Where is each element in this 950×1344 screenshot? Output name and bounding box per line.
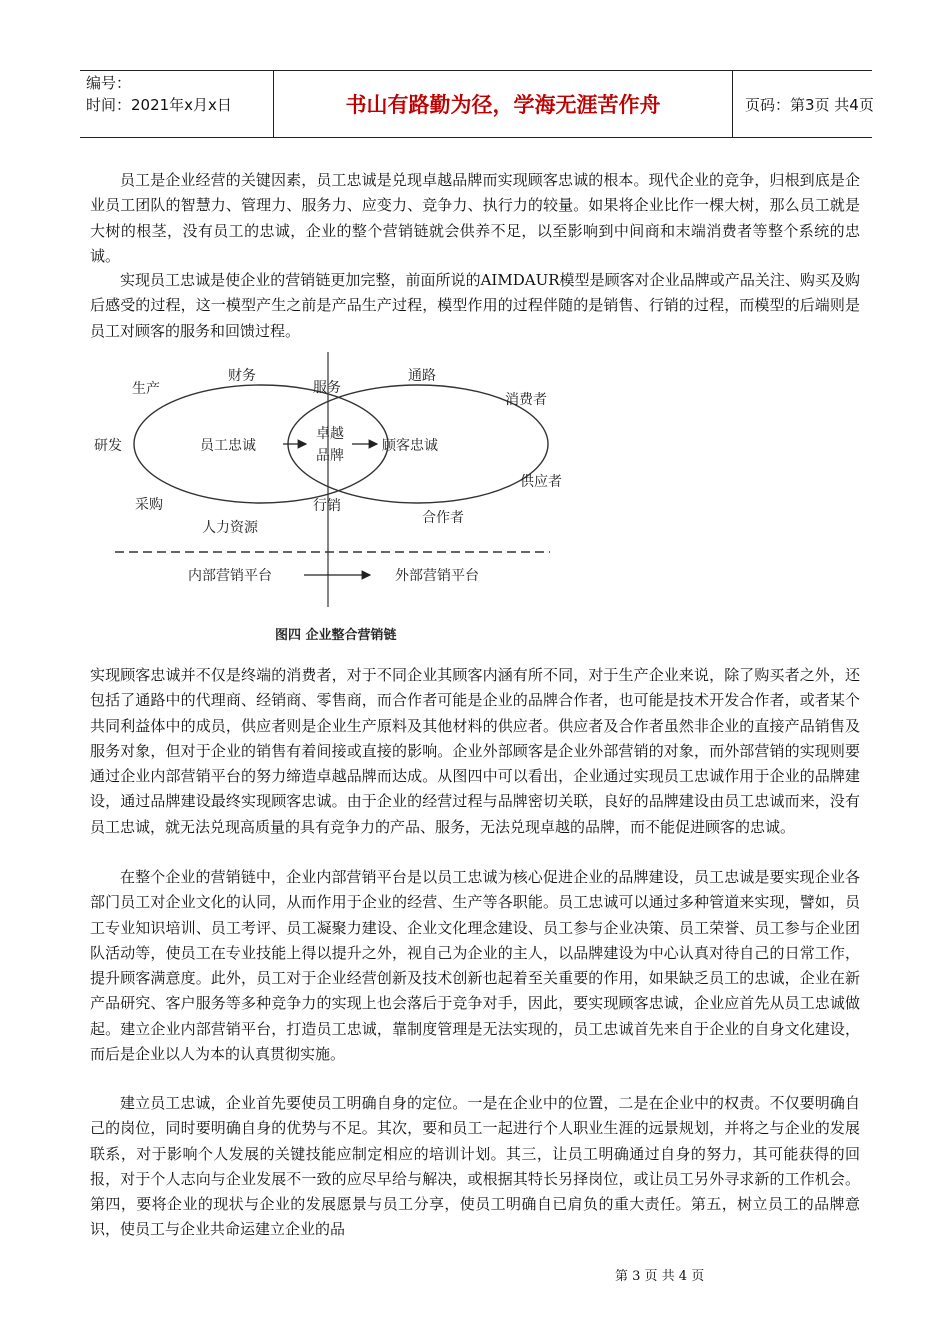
paragraph-2: 实现员工忠诚是使企业的营销链更加完整，前面所说的AIMDAUR模型是顾客对企业品牌或产品关注、购买及购后感受的过程，这一模型产生之前是产品生产过程，模型作用的过程伴随的是销售、行销的过程，而模型的后端则是员工对顾客的服务和回馈过程。	[90, 271, 860, 340]
number-label: 编号：	[86, 74, 132, 92]
paragraph-4: 在整个企业的营销链中，企业内部营销平台是以员工忠诚为核心促进企业的品牌建设，员工忠诚是要实现企业各部门员工对企业文化的认同，从而作用于企业的经营、生产等各职能。员工忠诚可以通过多种管道来实现，譬如，员工专业知识培训、员工考评、员工凝聚力建设、企业文化理念建设、员工参与企业决策、员工荣誉、员工参与企业团队活动等，使员工在专业技能上得以提升之外，视自己为企业的主人，以品牌建设为中心认真对待自己的日常工作，提升顾客满意度。此外，员工对于企业经营创新及技术创新也起着至关重要的作用，如果缺乏员工的忠诚，企业在新产品研究、客户服务等多种竞争力的实现上也会落后于竞争对手，因此，要实现顾客忠诚，企业应首先从员工忠诚做起。建立企业内部营销平台，打造员工忠诚，靠制度管理是无法实现的，员工忠诚首先来自于企业的自身文化建设，而后是企业以人为本的认真贯彻实施。	[90, 868, 860, 1064]
label-brand-line2: 品牌	[316, 448, 344, 464]
label-channel: 通路	[408, 368, 436, 384]
label-partner: 合作者	[422, 510, 464, 526]
paragraph-5: 建立员工忠诚，企业首先要使员工明确自身的定位。一是在企业中的位置，二是在企业中的权责。不仅要明确自己的岗位，同时要明确自身的优势与不足。其次，要和员工一起进行个人职业生涯的远景规划，并将之与企业的发展联系，对于影响个人发展的关键技能应制定相应的培训计划。其三，让员工明确通过自身的努力，其可能获得的回报，对于个人志向与企业发展不一致的应尽早给与解决，或根据其特长另择岗位，或让员工另外寻求新的工作机会。第四，要将企业的现状与企业的发展愿景与员工分享，使员工明确自已肩负的重大责任。第五，树立员工的品牌意识，使员工与企业共命运建立企业的品	[90, 1094, 860, 1239]
label-supplier: 供应者	[520, 474, 562, 490]
label-employee-loyalty: 员工忠诚	[200, 438, 256, 454]
page-label: 页码：第3页 共4页	[745, 95, 874, 114]
figure-caption: 图四 企业整合营销链	[275, 628, 397, 643]
label-external-platform: 外部营销平台	[395, 568, 479, 584]
label-internal-platform: 内部营销平台	[188, 568, 272, 584]
integrated-marketing-chain-figure	[80, 352, 600, 652]
label-consumer: 消费者	[505, 392, 547, 408]
label-rnd: 研发	[94, 438, 122, 454]
label-marketing: 行销	[313, 498, 341, 514]
motto: 书山有路勤为径，学海无涯苦作舟	[345, 93, 661, 117]
label-finance: 财务	[228, 368, 256, 384]
label-purchase: 采购	[135, 497, 163, 513]
footer-page-number: 第 3 页 共 4 页	[615, 1269, 705, 1284]
label-service: 服务	[313, 380, 341, 396]
label-brand-line1: 卓越	[316, 426, 344, 442]
paragraph-3: 实现顾客忠诚并不仅是终端的消费者，对于不同企业其顾客内涵有所不同，对于生产企业来说，除了购买者之外，还包括了通路中的代理商、经销商、零售商，而合作者可能是企业的品牌合作者，也可能是技术开发合作者，或者某个共同利益体中的成员，供应者则是企业生产原料及其他材料的供应者。供应者及合作者虽然非企业的直接产品销售及服务对象，但对于企业的销售有着间接或直接的影响。企业外部顾客是企业外部营销的对象，而外部营销的实现则要通过企业内部营销平台的努力缔造卓越品牌而达成。从图四中可以看出，企业通过实现员工忠诚作用于企业的品牌建设，通过品牌建设最终实现顾客忠诚。由于企业的经营过程与品牌密切关联，良好的品牌建设由员工忠诚而来，没有员工忠诚，就无法兑现高质量的具有竞争力的产品、服务，无法兑现卓越的品牌，而不能促进顾客的忠诚。	[90, 666, 860, 836]
page-header	[80, 70, 872, 138]
label-hr: 人力资源	[202, 520, 258, 536]
header-left	[86, 71, 276, 137]
time-label: 时间：2021年x月x日	[86, 96, 232, 114]
internal-ellipse	[134, 385, 388, 503]
label-customer-loyalty: 顾客忠诚	[382, 438, 438, 454]
label-production: 生产	[132, 381, 160, 397]
header-motto-cell	[273, 71, 733, 137]
paragraph-1: 员工是企业经营的关键因素，员工忠诚是兑现卓越品牌而实现顾客忠诚的根本。现代企业的竞争，归根到底是企业员工团队的智慧力、管理力、服务力、应变力、竞争力、执行力的较量。如果将企业比作一棵大树，那么员工就是大树的根茎，没有员工的忠诚，企业的整个营销链就会供养不足，以至影响到中间商和末端消费者等整个系统的忠诚。	[90, 171, 860, 265]
